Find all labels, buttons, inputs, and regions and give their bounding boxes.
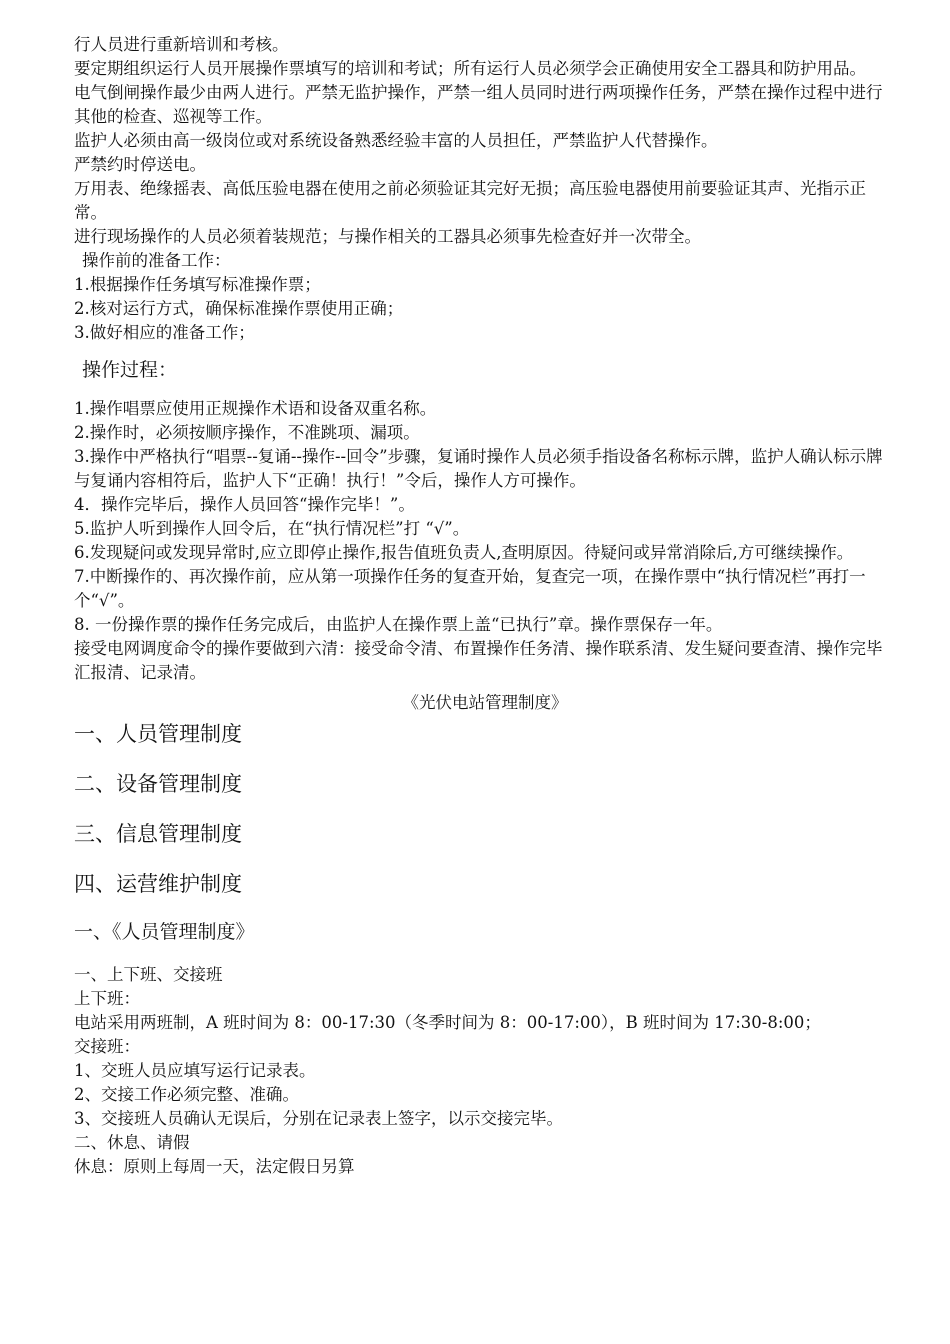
process-item-8: 8. 一份操作票的操作任务完成后，由监护人在操作票上盖“已执行”章。操作票保存一年。 [74, 615, 723, 634]
process-heading: 操作过程： [82, 359, 178, 381]
process-item-3: 3.操作中严格执行“唱票--复诵--操作--回令”步骤，复诵时操作人员必须手指设备名称标示牌，监护人确认标示牌与复诵内容相符后，监护人下“正确！执行！”令后，操作人方可操作。 [74, 447, 883, 490]
intro-line-6: 万用表、绝缘摇表、高低压验电器在使用之前必须验证其完好无损；高压验电器使用前要验证其声、光指示正常。 [74, 179, 866, 222]
intro-line-1: 行人员进行重新培训和考核。 [74, 35, 289, 54]
process-item-1: 1.操作唱票应使用正规操作术语和设备双重名称。 [74, 399, 437, 418]
section-line-2: 上下班： [74, 989, 140, 1008]
intro-line-7: 进行现场操作的人员必须着装规范；与操作相关的工器具必须事先检查好并一次带全。 [74, 227, 701, 246]
process-item-6: 6.发现疑问或发现异常时,应立即停止操作,报告值班负责人,查明原因。待疑问或异常消除后,方可继续操作。 [74, 543, 854, 562]
section-line-8: 二、休息、请假 [74, 1133, 190, 1152]
intro-line-5: 严禁约时停送电。 [74, 155, 206, 174]
prep-item-3: 3.做好相应的准备工作； [74, 323, 255, 342]
toc-item-2: 二、设备管理制度 [74, 772, 242, 796]
section-line-5: 1、交班人员应填写运行记录表。 [74, 1061, 316, 1080]
process-item-7: 7.中断操作的、再次操作前，应从第一项操作任务的复查开始，复查完一项，在操作票中“执行情况栏”再打一个“√”。 [74, 567, 866, 610]
intro-line-3: 电气倒闸操作最少由两人进行。严禁无监护操作，严禁一组人员同时进行两项操作任务，严禁在操作过程中进行其他的检查、巡视等工作。 [74, 83, 883, 126]
process-item-5: 5.监护人听到操作人回令后，在“执行情况栏”打 “√”。 [74, 519, 470, 538]
section-line-7: 3、交接班人员确认无误后，分别在记录表上签字，以示交接完毕。 [74, 1109, 563, 1128]
prep-item-2: 2.核对运行方式，确保标准操作票使用正确； [74, 299, 404, 318]
section-line-4: 交接班： [74, 1037, 140, 1056]
document-body [74, 33, 896, 1179]
toc-item-4: 四、运营维护制度 [74, 872, 242, 896]
process-six-clear: 接受电网调度命令的操作要做到六清：接受命令清、布置操作任务清、操作联系清、发生疑问要查清、操作完毕汇报清、记录清。 [74, 639, 883, 682]
intro-line-2: 要定期组织运行人员开展操作票填写的培训和考试；所有运行人员必须学会正确使用安全工器具和防护用品。 [74, 59, 866, 78]
section-line-3: 电站采用两班制，A 班时间为 8：00-17:30（冬季时间为 8：00-17:00），B 班时间为 17:30-8:00； [74, 1013, 821, 1032]
section-line-9: 休息：原则上每周一天，法定假日另算 [74, 1157, 355, 1176]
prep-heading: 操作前的准备工作： [82, 251, 231, 270]
intro-line-4: 监护人必须由高一级岗位或对系统设备熟悉经验丰富的人员担任，严禁监护人代替操作。 [74, 131, 718, 150]
section-title: 一、《人员管理制度》 [74, 921, 255, 943]
process-item-2: 2.操作时，必须按顺序操作，不准跳项、漏项。 [74, 423, 420, 442]
toc-item-1: 一、人员管理制度 [74, 722, 242, 746]
prep-item-1: 1.根据操作任务填写标准操作票； [74, 275, 321, 294]
document-title: 《光伏电站管理制度》 [402, 693, 568, 712]
section-line-1: 一、上下班、交接班 [74, 965, 223, 984]
toc-item-3: 三、信息管理制度 [74, 822, 242, 846]
process-item-4: 4．操作完毕后，操作人员回答“操作完毕！”。 [74, 495, 415, 514]
section-line-6: 2、交接工作必须完整、准确。 [74, 1085, 299, 1104]
